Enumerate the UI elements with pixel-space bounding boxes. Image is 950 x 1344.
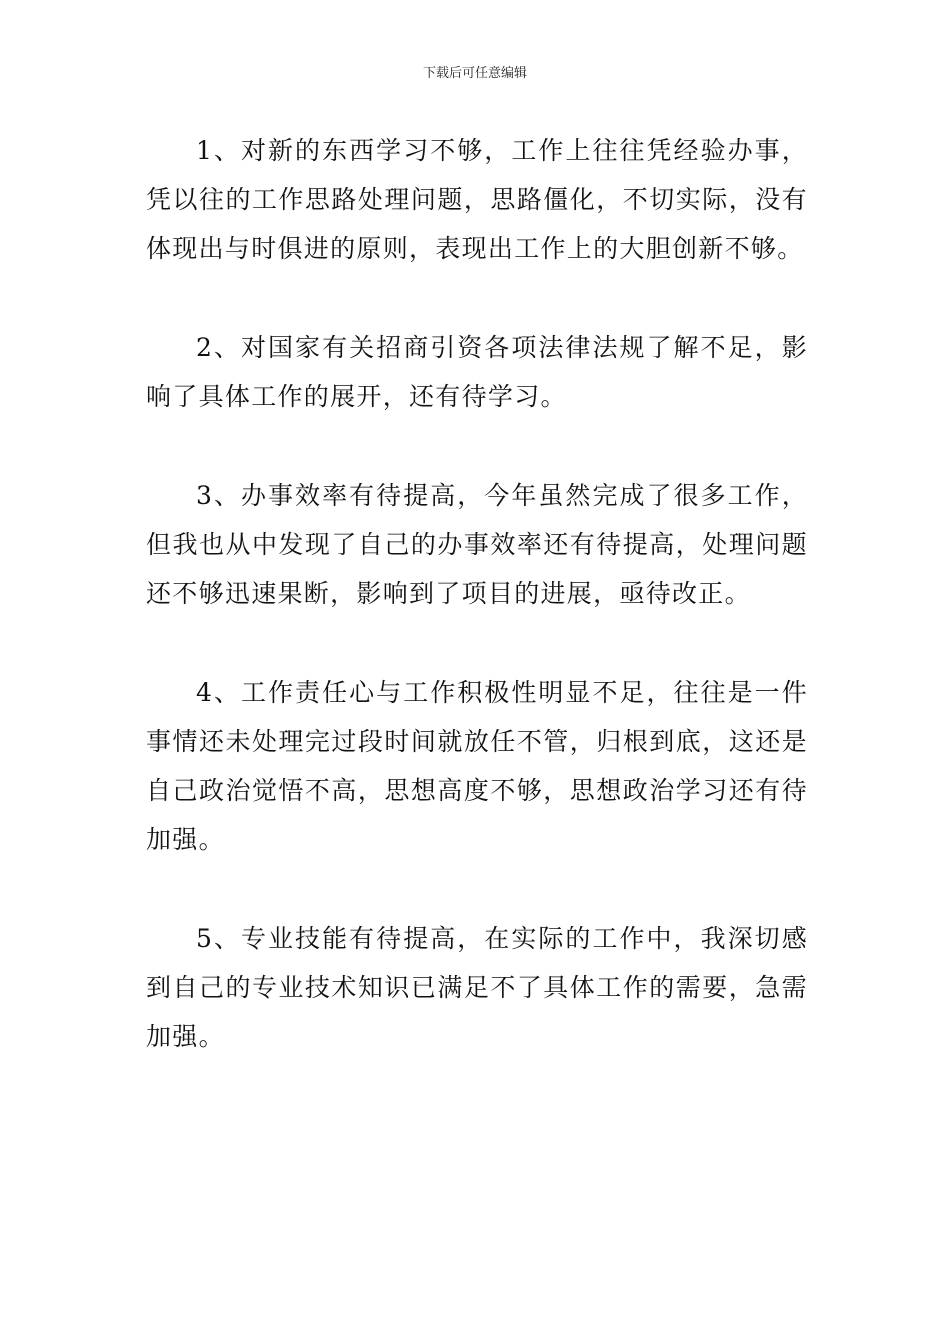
page-header: 下载后可任意编辑 [422, 66, 527, 81]
paragraph-3: 3、办事效率有待提高，今年虽然完成了很多工作，但我也从中发现了自己的办事效率还有待提高，处理问题还不够迅速果断，影响到了项目的进展，亟待改正。 [146, 481, 808, 608]
paragraph-1: 1、对新的东西学习不够，工作上往往凭经验办事，凭以往的工作思路处理问题，思路僵化，不切实际，没有体现出与时俱进的原则，表现出工作上的大胆创新不够。 [146, 136, 808, 263]
paragraph-5: 5、专业技能有待提高，在实际的工作中，我深切感到自己的专业技术知识已满足不了具体工作的需要，急需加强。 [146, 924, 808, 1051]
document-body [146, 126, 808, 1111]
paragraph-4: 4、工作责任心与工作积极性明显不足，往往是一件事情还未处理完过段时间就放任不管，归根到底，这还是自己政治觉悟不高，思想高度不够，思想政治学习还有待加强。 [146, 678, 808, 854]
paragraph-2: 2、对国家有关招商引资各项法律法规了解不足，影响了具体工作的展开，还有待学习。 [146, 333, 808, 411]
